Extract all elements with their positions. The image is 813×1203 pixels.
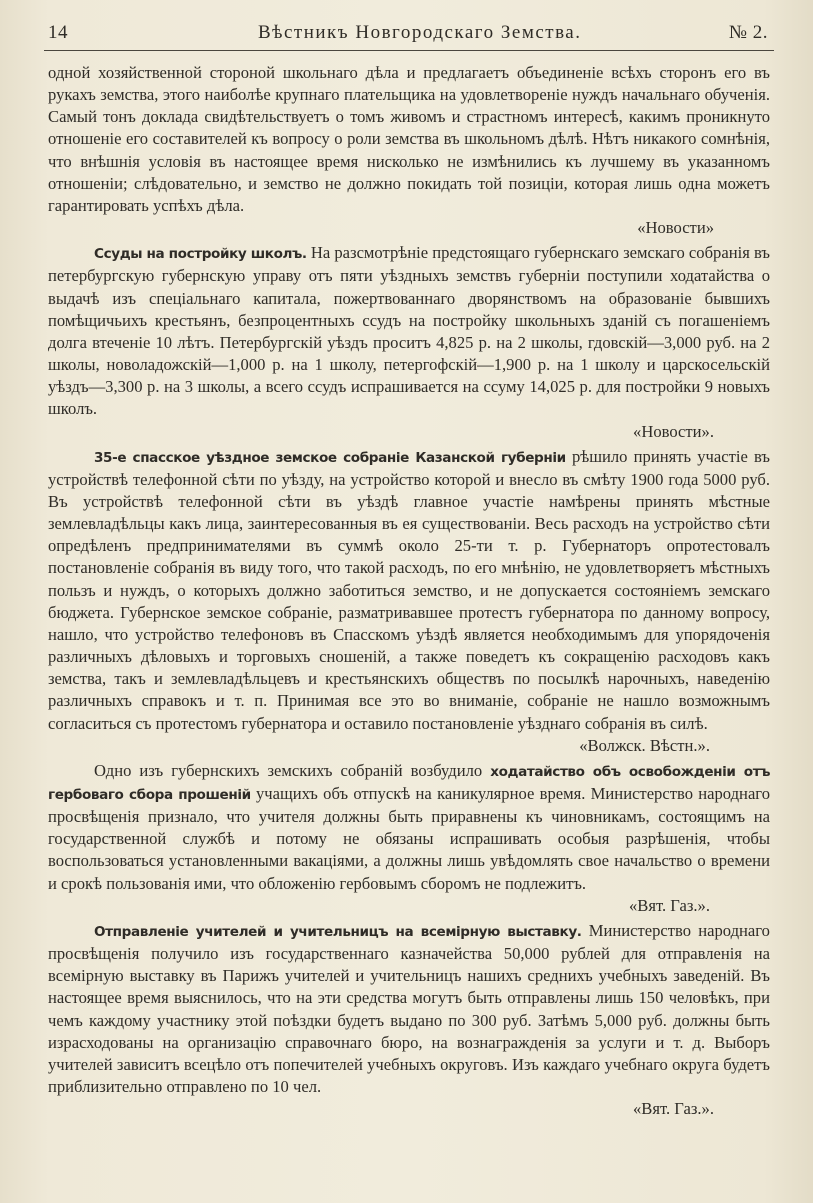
page-header	[48, 22, 768, 48]
article-stamp-duty	[48, 760, 770, 917]
article-source: «Новости»	[637, 218, 714, 238]
article-source: «Вят. Газ.».	[633, 1099, 714, 1119]
page-number: 14	[48, 22, 68, 43]
article-text: Одно изъ губернскихъ земскихъ собраній возбудило	[94, 760, 491, 780]
article-text: Министерство народнаго просвѣщенія получило изъ государственнаго казначейства 50,000 рублей для отправленія на всемірную выставку въ Парижъ учителей и учительницъ нашихъ среднихъ учебныхъ заведеній. Въ настоящее время выяснилось, что на эти средства могутъ быть отправлены лишь 150 человѣкъ, при чемъ каждому участнику этой поѣздки будетъ выдано по 300 руб. Затѣмъ 5,000 руб. должны быть израсходованы на организацію справочнаго бюро, на вознагражденія за услуги и т. д. Выборъ учителей зависитъ всецѣло отъ попечителей учебныхъ округовъ. Изъ каждаго учебнаго округа будетъ приблизительно отправлено по 10 чел.	[48, 920, 770, 1097]
article-heading: Ссуды на постройку школъ.	[94, 246, 307, 263]
article-text: учащихъ объ отпускѣ на каникулярное время. Министерство народнаго просвѣщенія признало, что учителя должны быть приравнены къ чиновникамъ, состоящимъ на государственной службѣ и потому не обязаны испрашивать особыя разрѣшенія, чтобы воспользоваться установленными вакаціями, а должны лишь увѣдомлять свое начальство о времени и срокѣ пользованія ими, что обложенію гербовымъ сборомъ не подлежитъ.	[48, 784, 770, 893]
article-text: одной хозяйственной стороной школьнаго дѣла и предлагаетъ объединеніе всѣхъ сторонъ его въ рукахъ земства, этого наиболѣе крупнаго плательщика на удовлетвореніе нуждъ начальнаго обученія. Самый тонъ доклада свидѣтельствуетъ о томъ живомъ и страстномъ интересѣ, какимъ проникнуто отношеніе его составителей къ вопросу о роли земства въ школьномъ дѣлѣ. Нѣтъ никакого сомнѣнія, что внѣшнія условія въ настоящее время нисколько не измѣнились къ лучшему въ указанномъ отношеніи; слѣдовательно, и земство не должно покидать той позиціи, которая лишь одна можетъ гарантировать успѣхъ дѣла.	[48, 63, 770, 215]
article-heading: Отправленіе учителей и учительницъ на всемірную выставку.	[94, 923, 582, 940]
article-heading: 35-е спасское уѣздное земское собраніе Казанской губерніи	[94, 449, 566, 466]
article-source: «Волжск. Вѣстн.».	[579, 735, 710, 755]
article-text: рѣшило принять участіе въ устройствѣ телефонной сѣти по уѣзду, на устройство которой и внесло въ смѣту 1900 года 5000 руб. Въ устройствѣ телефонной сѣти въ уѣздѣ главное участіе намѣрены принять мѣстные землевладѣльцы какъ лица, заинтересованныя въ ея существованіи. Весь расходъ на устройство сѣти опредѣленъ предпринимателями въ суммѣ около 25-ти т. р. Губернаторъ опротестовалъ постановленіе собранія въ виду того, что такой расходъ, по его мнѣнію, не удовлетворяетъ мѣстныхъ пользъ и нуждъ, о которыхъ должно заботиться земство, и не допускается состояніемъ земскаго бюджета. Губернское земское собраніе, разматривавшее протестъ губернатора по данному вопросу, нашло, что устройство телефоновъ въ Спасскомъ уѣздѣ является необходимымъ для упорядоченія различныхъ дѣловыхъ и торговыхъ сношеній, а также поведетъ къ сокращенію расходовъ какъ земства, такъ и землевладѣльцевъ и крестьянскихъ обществъ по посылкѣ нарочныхъ, наведенію различныхъ справокъ и т. п. Принимая все это во вниманіе, собраніе не нашло возможнымъ согласиться съ протестомъ губернатора и оставило постановленіе уѣзднаго собранія въ силѣ.	[48, 446, 770, 733]
journal-title: Вѣстникъ Новгородскаго Земства.	[258, 22, 582, 43]
article-continuation	[48, 62, 770, 239]
article-school-loans	[48, 242, 770, 442]
article-world-exhibition	[48, 920, 770, 1120]
article-text: На разсмотрѣніе предстоящаго губернскаго земскаго собранія въ петербургскую губернскую управу отъ пяти уѣздныхъ земствъ губерніи поступили ходатайства о выдачѣ изъ спеціальнаго капитала, пожертвованнаго дворянствомъ на образованіе бывшихъ помѣщичьихъ крестьянъ, безпроцентныхъ ссудъ на постройку школьныхъ зданій съ погашеніемъ долга втеченіе 10 лѣтъ. Петербургскій уѣздъ проситъ 4,825 р. на 2 школы, гдовскій—3,000 руб. на 2 школы, новоладожскій—1,000 р. на 1 школу, петергофскій—1,900 р. на 1 школу и царскосельскій уѣздъ—3,300 р. на 3 школы, а всего ссудъ испрашивается на ссуму 14,025 р. для постройки 9 новыхъ школъ.	[48, 243, 770, 419]
article-heading: ходатайство объ освобожденіи отъ гербоваго сбора прошеній	[48, 763, 771, 803]
article-source: «Новости».	[633, 421, 714, 441]
article-column	[48, 62, 770, 1120]
header-rule	[44, 50, 774, 51]
article-telephone-network	[48, 446, 770, 757]
issue-number: № 2.	[728, 22, 768, 43]
article-source: «Вят. Газ.».	[629, 895, 710, 915]
